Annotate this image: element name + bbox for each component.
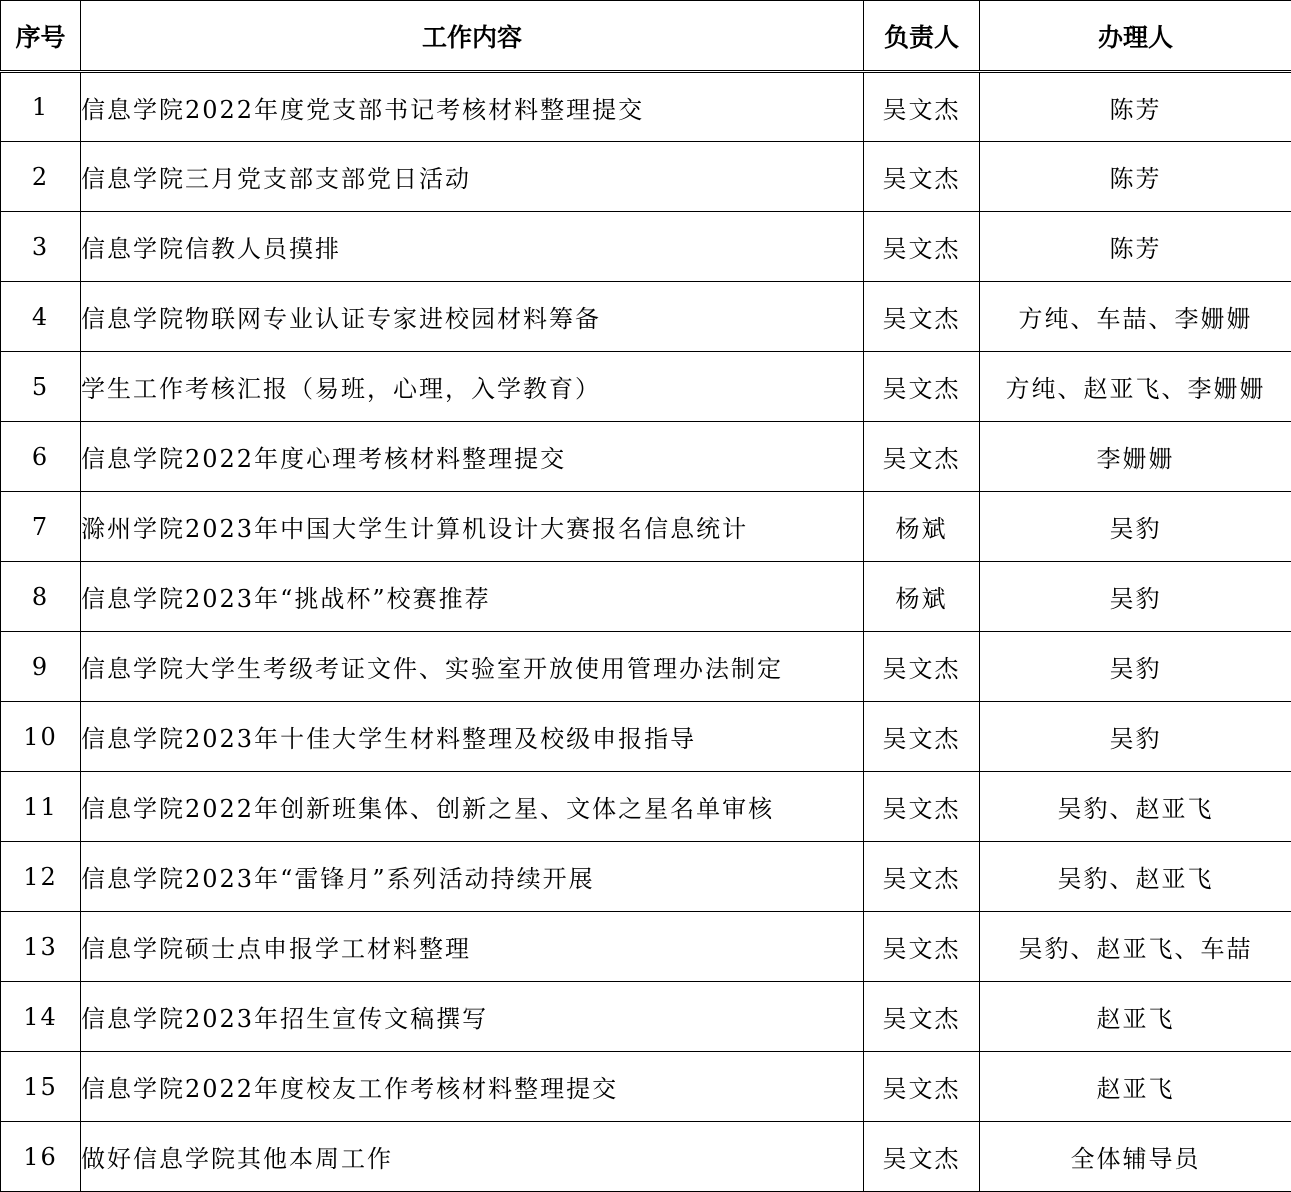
row-handler: 陈芳: [980, 72, 1291, 142]
row-handler: 吴豹、赵亚飞: [980, 772, 1291, 842]
header-row: [1, 1, 1291, 72]
table-body: [1, 72, 1291, 1192]
table-row: [1, 842, 1291, 912]
row-task: 信息学院物联网专业认证专家进校园材料筹备: [81, 282, 864, 352]
row-task: 信息学院大学生考级考证文件、实验室开放使用管理办法制定: [81, 632, 864, 702]
row-number: 8: [1, 562, 81, 632]
row-number: 16: [1, 1122, 81, 1192]
header-responsible: 负责人: [864, 1, 980, 72]
row-responsible: 吴文杰: [864, 422, 980, 492]
row-number: 9: [1, 632, 81, 702]
row-task: 滁州学院2023年中国大学生计算机设计大赛报名信息统计: [81, 492, 864, 562]
row-responsible: 吴文杰: [864, 982, 980, 1052]
row-handler: 吴豹: [980, 702, 1291, 772]
header-number: 序号: [1, 1, 81, 72]
row-handler: 赵亚飞: [980, 982, 1291, 1052]
row-handler: 吴豹: [980, 492, 1291, 562]
table-row: [1, 352, 1291, 422]
row-number: 6: [1, 422, 81, 492]
table-row: [1, 492, 1291, 562]
row-responsible: 吴文杰: [864, 1052, 980, 1122]
row-number: 13: [1, 912, 81, 982]
row-responsible: 吴文杰: [864, 632, 980, 702]
row-number: 11: [1, 772, 81, 842]
header-task: 工作内容: [81, 1, 864, 72]
table-row: [1, 212, 1291, 282]
row-handler: 吴豹、赵亚飞: [980, 842, 1291, 912]
row-task: 信息学院2022年度心理考核材料整理提交: [81, 422, 864, 492]
row-responsible: 吴文杰: [864, 352, 980, 422]
row-responsible: 吴文杰: [864, 702, 980, 772]
table-row: [1, 1122, 1291, 1192]
row-responsible: 吴文杰: [864, 72, 980, 142]
row-handler: 吴豹: [980, 562, 1291, 632]
row-number: 5: [1, 352, 81, 422]
table-row: [1, 562, 1291, 632]
row-handler: 吴豹、赵亚飞、车喆: [980, 912, 1291, 982]
table-row: [1, 702, 1291, 772]
row-task: 信息学院2023年招生宣传文稿撰写: [81, 982, 864, 1052]
row-task: 信息学院三月党支部支部党日活动: [81, 142, 864, 212]
row-number: 2: [1, 142, 81, 212]
table-row: [1, 142, 1291, 212]
table-row: [1, 1052, 1291, 1122]
row-number: 14: [1, 982, 81, 1052]
row-responsible: 吴文杰: [864, 212, 980, 282]
row-handler: 方纯、车喆、李姗姗: [980, 282, 1291, 352]
row-responsible: 杨斌: [864, 562, 980, 632]
row-handler: 全体辅导员: [980, 1122, 1291, 1192]
row-number: 3: [1, 212, 81, 282]
row-task: 信息学院2022年创新班集体、创新之星、文体之星名单审核: [81, 772, 864, 842]
table-row: [1, 422, 1291, 492]
table-row: [1, 982, 1291, 1052]
row-responsible: 吴文杰: [864, 842, 980, 912]
row-task: 做好信息学院其他本周工作: [81, 1122, 864, 1192]
row-handler: 陈芳: [980, 212, 1291, 282]
row-task: 信息学院2023年“雷锋月”系列活动持续开展: [81, 842, 864, 912]
row-number: 4: [1, 282, 81, 352]
row-task: 学生工作考核汇报（易班，心理，入学教育）: [81, 352, 864, 422]
row-handler: 方纯、赵亚飞、李姗姗: [980, 352, 1291, 422]
header-handler: 办理人: [980, 1, 1291, 72]
row-number: 10: [1, 702, 81, 772]
row-responsible: 吴文杰: [864, 142, 980, 212]
row-handler: 赵亚飞: [980, 1052, 1291, 1122]
row-task: 信息学院2023年“挑战杯”校赛推荐: [81, 562, 864, 632]
row-handler: 吴豹: [980, 632, 1291, 702]
table-row: [1, 72, 1291, 142]
row-responsible: 吴文杰: [864, 1122, 980, 1192]
table-row: [1, 632, 1291, 702]
row-responsible: 吴文杰: [864, 282, 980, 352]
row-handler: 陈芳: [980, 142, 1291, 212]
row-task: 信息学院2022年度校友工作考核材料整理提交: [81, 1052, 864, 1122]
row-number: 7: [1, 492, 81, 562]
table-row: [1, 912, 1291, 982]
table-row: [1, 282, 1291, 352]
row-number: 12: [1, 842, 81, 912]
row-responsible: 吴文杰: [864, 912, 980, 982]
row-handler: 李姗姗: [980, 422, 1291, 492]
row-task: 信息学院信教人员摸排: [81, 212, 864, 282]
row-number: 15: [1, 1052, 81, 1122]
row-responsible: 杨斌: [864, 492, 980, 562]
row-responsible: 吴文杰: [864, 772, 980, 842]
row-number: 1: [1, 72, 81, 142]
table-row: [1, 772, 1291, 842]
row-task: 信息学院2022年度党支部书记考核材料整理提交: [81, 72, 864, 142]
row-task: 信息学院硕士点申报学工材料整理: [81, 912, 864, 982]
row-task: 信息学院2023年十佳大学生材料整理及校级申报指导: [81, 702, 864, 772]
